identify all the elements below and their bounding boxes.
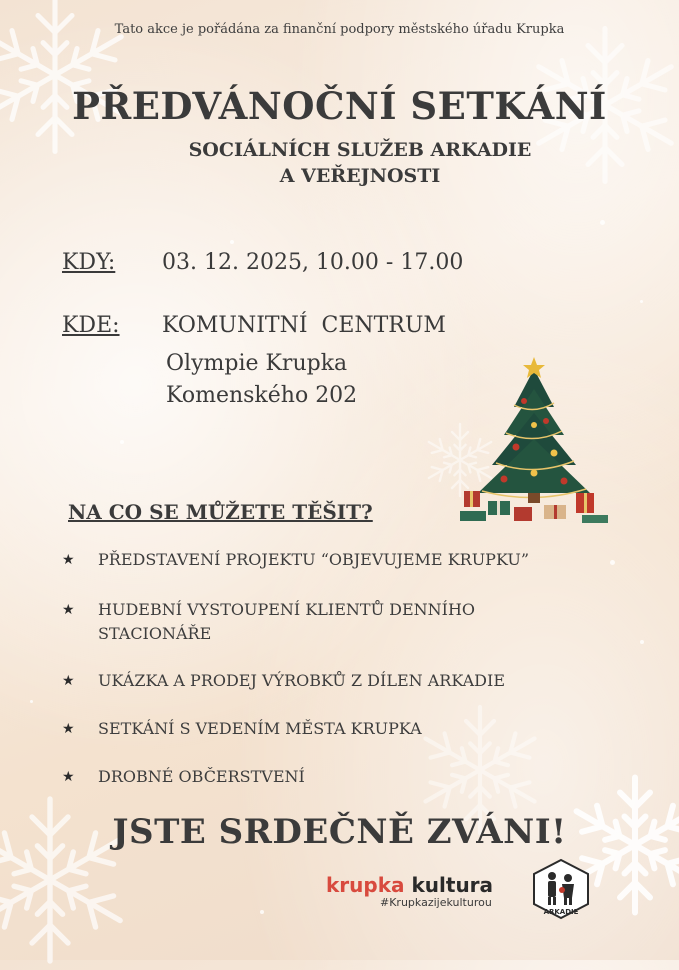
logo-word: krupka xyxy=(326,873,405,897)
where-label: KDE: xyxy=(62,313,120,338)
address-line: Olympie Krupka xyxy=(166,351,348,376)
sparkle xyxy=(230,240,234,244)
list-item-text: PŘEDSTAVENÍ PROJEKTU “OBJEVUJEME KRUPKU” xyxy=(98,550,529,569)
page-title: PŘEDVÁNOČNÍ SETKÁNÍ xyxy=(72,84,607,128)
star-bullet-icon: ★ xyxy=(62,602,75,618)
invitation: JSTE SRDEČNĚ ZVÁNI! xyxy=(112,812,567,852)
sparkle xyxy=(30,700,33,703)
star-bullet-icon: ★ xyxy=(62,673,75,689)
star-bullet-icon: ★ xyxy=(62,552,75,568)
krupka-kultura-logo xyxy=(326,873,493,897)
sparkle xyxy=(640,300,643,303)
where-value: KOMUNITNÍ CENTRUM xyxy=(162,313,446,338)
list-item-text: HUDEBNÍ VYSTOUPENÍ KLIENTŮ DENNÍHO STACIONÁŘE xyxy=(98,600,476,643)
sparkle xyxy=(610,560,615,565)
sparkle xyxy=(120,440,124,444)
subtitle-line: A VEŘEJNOSTI xyxy=(279,165,441,187)
sparkle xyxy=(260,910,264,914)
arkadie-logo xyxy=(530,858,592,920)
logo-hashtag: #Krupkazijekulturou xyxy=(380,896,492,909)
when-value: 03. 12. 2025, 10.00 - 17.00 xyxy=(162,250,464,275)
subtitle-line: SOCIÁLNÍCH SLUŽEB ARKADIE xyxy=(188,139,532,161)
support-note: Tato akce je pořádána za finanční podpory městského úřadu Krupka xyxy=(114,22,565,37)
program-heading: NA CO SE MŮŽETE TĚŠIT? xyxy=(68,500,373,524)
list-item-text: UKÁZKA A PRODEJ VÝROBKŮ Z DÍLEN ARKADIE xyxy=(98,671,506,690)
when-label: KDY: xyxy=(62,250,116,275)
arkadie-logo-text: ARKADIE xyxy=(543,908,579,916)
sparkle xyxy=(640,640,644,644)
address-line: Komenského 202 xyxy=(166,383,358,408)
sparkle xyxy=(600,220,605,225)
logo-word: kultura xyxy=(411,873,494,897)
star-bullet-icon: ★ xyxy=(62,721,75,737)
star-bullet-icon: ★ xyxy=(62,769,75,785)
list-item-text: DROBNÉ OBČERSTVENÍ xyxy=(98,767,305,786)
subtitle xyxy=(150,137,570,189)
list-item-text: SETKÁNÍ S VEDENÍM MĚSTA KRUPKA xyxy=(98,719,422,738)
christmas-tree-icon xyxy=(458,355,610,527)
